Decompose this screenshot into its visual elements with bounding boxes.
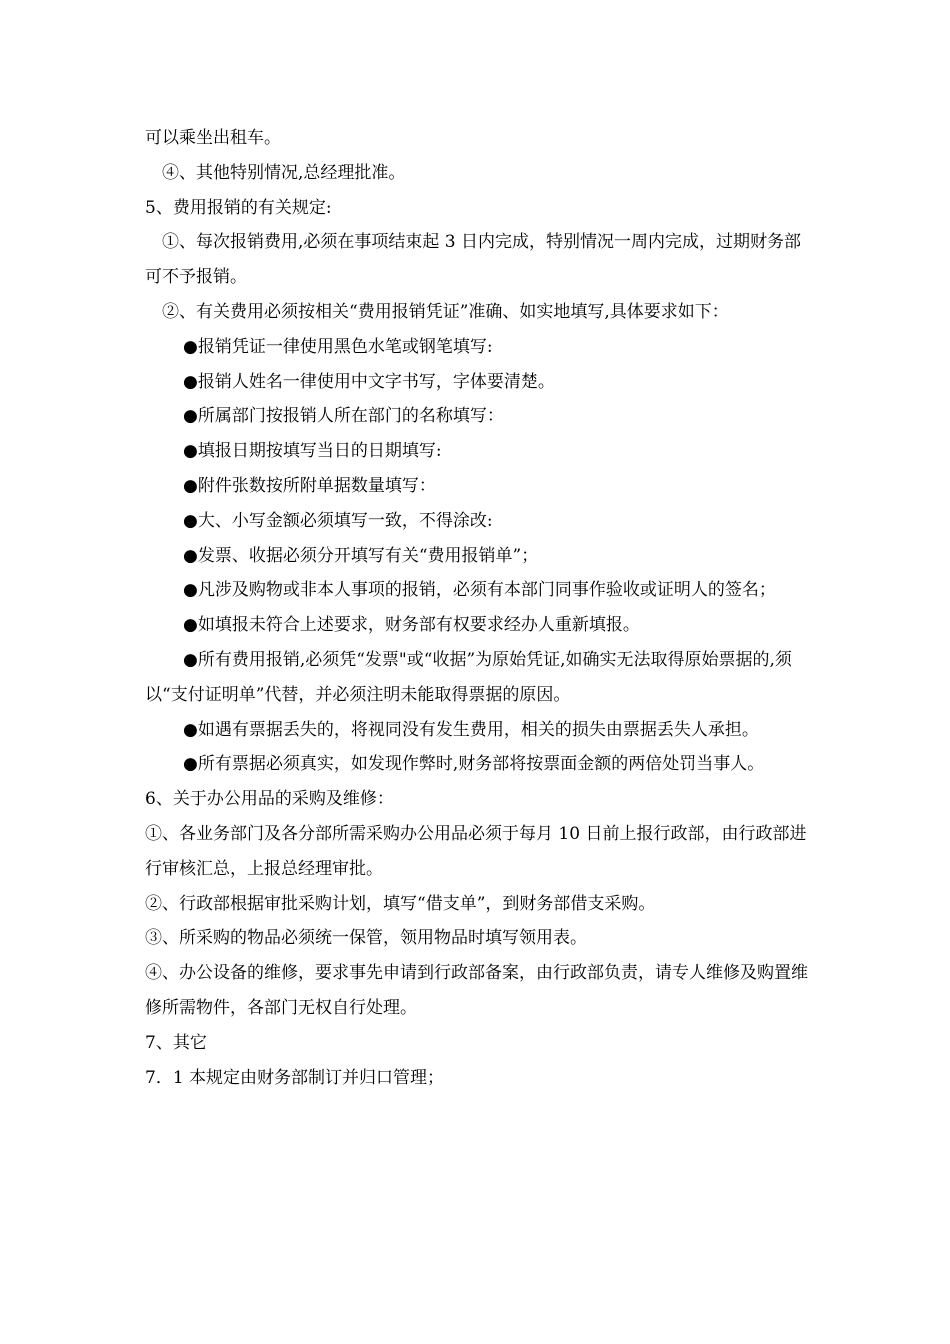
bullet-invoice-receipt-separate: ●发票、收据必须分开填写有关“费用报销单”； [183,545,539,566]
paragraph-rule-2-fill-requirements: ②、有关费用必须按相关“费用报销凭证”准确、如实地填写,具体要求如下： [162,301,729,322]
document-body [145,121,810,1095]
bullet-black-pen: ●报销凭证一律使用黑色水笔或钢笔填写: [183,336,493,357]
bullet-department: ●所属部门按报销人所在部门的名称填写： [183,406,504,427]
paragraph-taxi-continuation: 可以乘坐出租车。 [145,128,281,148]
bullet-attachment-count: ●附件张数按所附单据数量填写： [183,475,436,496]
bullet-authentic-receipts: ●所有票据必须真实，如发现作弊时,财务部将按票面金额的两倍处罚当事人。 [183,754,765,775]
bullet-purchase-verification: ●凡涉及购物或非本人事项的报销，必须有本部门同事作验收或证明人的签名； [183,580,776,601]
bullet-refill-required: ●如填报未符合上述要求，财务部有权要求经办人重新填报。 [183,615,640,636]
section-heading-5: 5、费用报销的有关规定: [145,197,332,218]
bullet-original-voucher: ●所有费用报销,必须凭“发票"或“收据”为原始凭证,如确实无法取得原始票据的,须以“支付证明单”代替，并必须注明未能取得票据的原因。 [145,649,792,705]
paragraph-office-supplies-4: ④、办公设备的维修，要求事先申请到行政部备案，由行政部负责，请专人维修及购置维修所需物件，各部门无权自行处理。 [145,963,808,1018]
paragraph-7-1: 7．1 本规定由财务部制订并归口管理； [145,1067,445,1088]
section-heading-7: 7、其它 [145,1032,207,1053]
bullet-name-chinese: ●报销人姓名一律使用中文字书写，字体要清楚。 [183,371,555,392]
bullet-lost-receipt: ●如遇有票据丢失的，将视同没有发生费用，相关的损失由票据丢失人承担。 [183,719,759,740]
paragraph-office-supplies-2: ②、行政部根据审批采购计划，填写“借支单”，到财务部借支采购。 [145,893,656,914]
bullet-amount-consistent: ●大、小写金额必须填写一致，不得涂改: [183,510,493,531]
section-heading-6: 6、关于办公用品的采购及维修： [145,789,394,810]
paragraph-rule-1-deadline: ①、每次报销费用,必须在事项结束起 3 日内完成，特别情况一周内完成，过期财务部可不予报销。 [145,232,802,288]
bullet-fill-date: ●填报日期按填写当日的日期填写: [183,441,442,462]
paragraph-office-supplies-1: ①、各业务部门及各分部所需采购办公用品必须于每月 10 日前上报行政部，由行政部进行审核汇总，上报总经理审批。 [145,823,807,879]
paragraph-item-4-special-cases: ④、其他特别情况,总经理批准。 [162,162,406,183]
paragraph-office-supplies-3: ③、所采购的物品必须统一保管，领用物品时填写领用表。 [145,928,587,949]
